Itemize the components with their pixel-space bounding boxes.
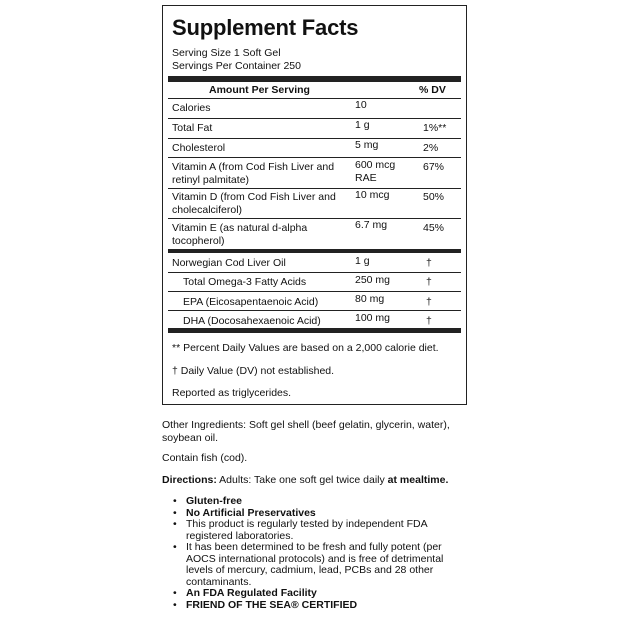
- row-cholesterol-name: Cholesterol: [172, 142, 226, 154]
- directions: [162, 474, 462, 487]
- row-epa-dv: †: [426, 296, 432, 308]
- row-epa-name: EPA (Eicosapentaenoic Acid): [183, 296, 319, 308]
- row-vitamin-d-amount: 10 mcg: [355, 189, 390, 201]
- row-total-fat-name: Total Fat: [172, 122, 213, 134]
- feature-list: [162, 496, 462, 611]
- footnote-triglycerides: Reported as triglycerides.: [172, 387, 292, 399]
- row-cod-liver-oil-dv: †: [426, 257, 432, 269]
- row-vitamin-e-name: Vitamin E (as natural d-alpha tocopherol): [172, 222, 308, 247]
- row-vitamin-d-dv: 50%: [423, 191, 445, 203]
- row-vitamin-e-dv: 45%: [423, 222, 445, 234]
- row-dha-amount: 100 mg: [355, 312, 391, 324]
- row-vitamin-e-amount: 6.7 mg: [355, 219, 388, 231]
- fda-label: An FDA Regulated Facility: [186, 587, 317, 599]
- divider: [168, 157, 461, 158]
- list-item: [162, 519, 462, 542]
- row-cholesterol-dv: 2%: [423, 142, 439, 154]
- other-ingredients: Other Ingredients: Soft gel shell (beef gelatin, glycerin, water), soybean oil.: [162, 419, 450, 444]
- row-vitamin-a-amount: 600 mcg RAE: [355, 159, 396, 184]
- divider: [168, 272, 461, 273]
- row-cholesterol-amount: 5 mg: [355, 139, 379, 151]
- serving-size: Serving Size 1 Soft Gel: [172, 47, 281, 59]
- directions-text: Adults: Take one soft gel twice daily: [216, 474, 388, 486]
- directions-mealtime: at mealtime.: [387, 474, 449, 486]
- row-calories-amount: 10: [355, 99, 367, 111]
- footnote-percent-dv: ** Percent Daily Values are based on a 2,000 calorie diet.: [172, 342, 439, 354]
- amount-per-serving-header: Amount Per Serving: [209, 84, 310, 96]
- row-cod-liver-oil-amount: 1 g: [355, 255, 370, 267]
- divider: [168, 310, 461, 311]
- dv-header: % DV: [419, 84, 446, 96]
- panel-title: Supplement Facts: [172, 15, 359, 40]
- servings-per-container: Servings Per Container 250: [172, 60, 301, 72]
- row-dha-dv: †: [426, 315, 432, 327]
- footnote-dv-not-established: † Daily Value (DV) not established.: [172, 365, 335, 377]
- divider: [168, 291, 461, 292]
- directions-label: Directions:: [162, 474, 217, 486]
- row-omega3-amount: 250 mg: [355, 274, 391, 286]
- gluten-free-label: Gluten-free: [186, 495, 243, 507]
- row-dha-name: DHA (Docosahexaenoic Acid): [183, 315, 321, 327]
- row-calories-name: Calories: [172, 102, 211, 114]
- thick-divider: [168, 249, 461, 253]
- list-item: [162, 600, 462, 612]
- contains-fish: Contain fish (cod).: [162, 452, 248, 464]
- row-vitamin-a-name: Vitamin A (from Cod Fish Liver and retinyl palmitate): [172, 161, 335, 186]
- no-preservatives-label: No Artificial Preservatives: [186, 506, 316, 519]
- list-item: [162, 542, 462, 588]
- row-vitamin-d-name: Vitamin D (from Cod Fish Liver and cholecalciferol): [172, 191, 336, 216]
- thick-divider: [168, 328, 461, 333]
- supplement-facts-panel: [162, 5, 467, 405]
- row-total-fat-dv: 1%**: [423, 122, 447, 134]
- row-omega3-dv: †: [426, 276, 432, 288]
- row-total-fat-amount: 1 g: [355, 119, 370, 131]
- thick-divider: [168, 76, 461, 82]
- row-omega3-name: Total Omega-3 Fatty Acids: [183, 276, 307, 288]
- row-cod-liver-oil-name: Norwegian Cod Liver Oil: [172, 257, 286, 269]
- row-vitamin-a-dv: 67%: [423, 161, 445, 173]
- friend-of-sea-label: FRIEND OF THE SEA® CERTIFIED: [186, 598, 358, 611]
- fresh-text: It has been determined to be fresh and fully potent (per AOCS international protocols) and is free of detrimental levels of mercury, cadmium, lead, PCBs and 28 other contaminants.: [186, 541, 444, 588]
- tested-text: This product is regularly tested by independent FDA registered laboratories.: [186, 518, 428, 542]
- row-epa-amount: 80 mg: [355, 293, 385, 305]
